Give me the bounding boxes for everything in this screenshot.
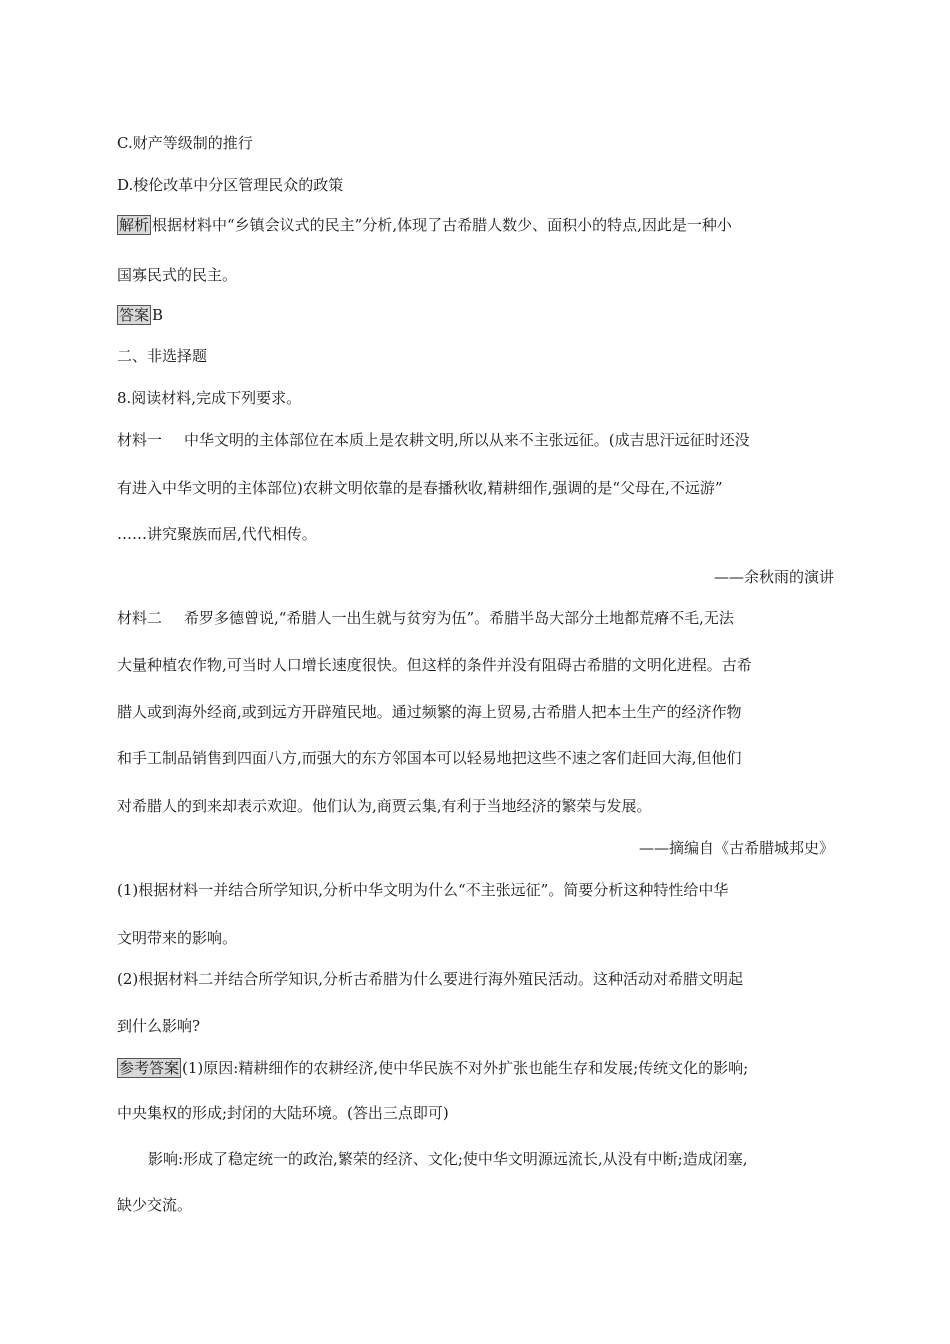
analysis-text: 根据材料中“乡镇会议式的民主”分析,体现了古希腊人数少、面积小的特点,因此是一种小 (152, 216, 732, 234)
material2-line-5: 对希腊人的到来却表示欢迎。他们认为,商贾云集,有利于当地经济的繁荣与发展。 (117, 797, 652, 815)
reference-answer-text: (1)原因:精耕细作的农耕经济,使中华民族不对外扩张也能生存和发展;传统文化的影响; (182, 1059, 749, 1077)
material2-line-2: 大量种植农作物,可当时人口增长速度很快。但这样的条件并没有阻碍古希腊的文明化进程。古希 (117, 656, 752, 674)
question-8-title: 8.阅读材料,完成下列要求。 (117, 389, 302, 407)
analysis-line-2: 国寡民式的民主。 (117, 266, 238, 284)
material1-line-1 (117, 430, 837, 450)
section-title: 二、非选择题 (117, 347, 208, 365)
reference-answer-line-1 (117, 1058, 837, 1078)
sub-question-2-line-1: (2)根据材料二并结合所学知识,分析古希腊为什么要进行海外殖民活动。这种活动对希腊文明起 (117, 970, 744, 988)
option-c: C.财产等级制的推行 (117, 134, 253, 152)
material2-line-3: 腊人或到海外经商,或到远方开辟殖民地。通过频繁的海上贸易,古希腊人把本土生产的经济作物 (117, 703, 742, 721)
material1-text: 中华文明的主体部位在本质上是农耕文明,所以从来不主张远征。(成吉思汗远征时还没 (184, 431, 750, 449)
reference-answer-line-4: 缺少交流。 (117, 1196, 193, 1214)
answer-line (117, 305, 837, 325)
reference-answer-line-3: 影响:形成了稳定统一的政治,繁荣的经济、文化;使中华文明源远流长,从没有中断;造成闭塞, (148, 1150, 748, 1168)
answer-value: B (152, 306, 164, 324)
material1-line-2: 有进入中华文明的主体部位)农耕文明依靠的是春播秋收,精耕细作,强调的是“父母在,不远游” (117, 479, 723, 497)
analysis-tag: 解析 (119, 216, 150, 234)
sub-question-1-line-1: (1)根据材料一并结合所学知识,分析中华文明为什么“不主张远征”。简要分析这种特性给中华 (117, 881, 729, 899)
reference-answer-tag: 参考答案 (119, 1059, 180, 1077)
material1-label: 材料一 (117, 431, 163, 449)
material1-source: ——余秋雨的演讲 (713, 568, 834, 586)
sub-question-2-line-2: 到什么影响? (117, 1017, 201, 1035)
answer-tag: 答案 (119, 306, 150, 324)
material1-line-3: ……讲究聚族而居,代代相传。 (117, 525, 317, 543)
material2-line-1 (117, 608, 837, 628)
material2-label: 材料二 (117, 609, 163, 627)
material2-line-4: 和手工制品销售到四面八方,而强大的东方邻国本可以轻易地把这些不速之客们赶回大海,但他们 (117, 749, 742, 767)
sub-question-1-line-2: 文明带来的影响。 (117, 929, 238, 947)
reference-answer-line-2: 中央集权的形成;封闭的大陆环境。(答出三点即可) (117, 1104, 449, 1122)
material2-source: ——摘编自《古希腊城邦史》 (638, 839, 834, 857)
analysis-line-1 (117, 215, 837, 235)
material2-text: 希罗多德曾说,“希腊人一出生就与贫穷为伍”。希腊半岛大部分土地都荒瘠不毛,无法 (184, 609, 734, 627)
option-d: D.梭伦改革中分区管理民众的政策 (117, 176, 344, 194)
